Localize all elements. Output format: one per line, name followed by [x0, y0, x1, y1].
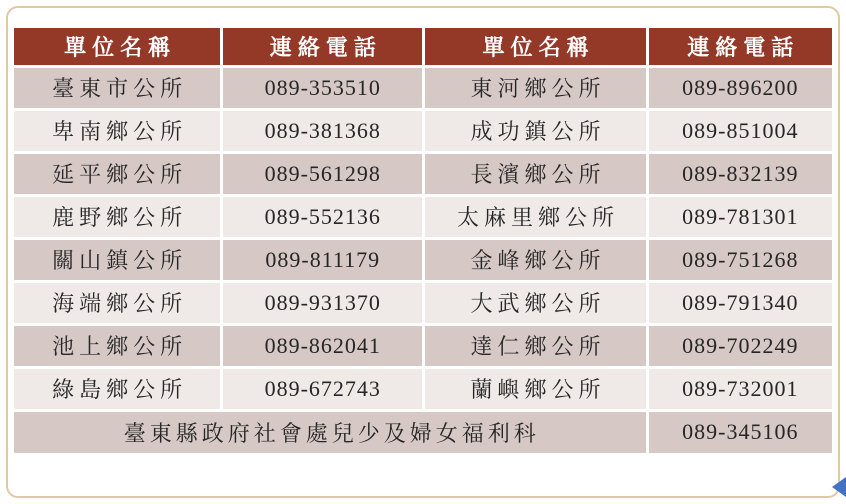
header-unit-name-right: 單位名稱: [424, 28, 647, 66]
contact-table: [14, 28, 832, 453]
table-row: [14, 66, 832, 109]
phone-cell: 089-791340: [647, 281, 832, 324]
office-name-cell: 成功鎮公所: [424, 109, 647, 152]
phone-cell: 089-552136: [222, 195, 424, 238]
header-phone-left: 連絡電話: [222, 28, 424, 66]
office-name-cell: 長濱鄉公所: [424, 152, 647, 195]
footer-office-name-cell: 臺東縣政府社會處兒少及婦女福利科: [14, 410, 647, 453]
table-header-row: [14, 28, 832, 66]
phone-cell: 089-353510: [222, 66, 424, 109]
phone-cell: 089-862041: [222, 324, 424, 367]
office-name-cell: 臺東市公所: [14, 66, 222, 109]
phone-cell: 089-896200: [647, 66, 832, 109]
office-name-cell: 達仁鄉公所: [424, 324, 647, 367]
office-name-cell: 蘭嶼鄉公所: [424, 367, 647, 410]
table-row: [14, 238, 832, 281]
office-name-cell: 海端鄉公所: [14, 281, 222, 324]
office-name-cell: 綠島鄉公所: [14, 367, 222, 410]
phone-cell: 089-672743: [222, 367, 424, 410]
header-unit-name-left: 單位名稱: [14, 28, 222, 66]
phone-cell: 089-811179: [222, 238, 424, 281]
header-phone-right: 連絡電話: [647, 28, 832, 66]
office-name-cell: 關山鎮公所: [14, 238, 222, 281]
office-name-cell: 池上鄉公所: [14, 324, 222, 367]
phone-cell: 089-931370: [222, 281, 424, 324]
phone-cell: 089-381368: [222, 109, 424, 152]
office-name-cell: 東河鄉公所: [424, 66, 647, 109]
table-row: [14, 109, 832, 152]
phone-cell: 089-751268: [647, 238, 832, 281]
office-name-cell: 大武鄉公所: [424, 281, 647, 324]
table-row: [14, 152, 832, 195]
phone-cell: 089-781301: [647, 195, 832, 238]
table-row: [14, 367, 832, 410]
phone-cell: 089-832139: [647, 152, 832, 195]
table-row: [14, 195, 832, 238]
office-name-cell: 太麻里鄉公所: [424, 195, 647, 238]
phone-cell: 089-561298: [222, 152, 424, 195]
footer-phone-cell: 089-345106: [647, 410, 832, 453]
office-name-cell: 金峰鄉公所: [424, 238, 647, 281]
table-footer-row: [14, 410, 832, 453]
contact-table-container: [14, 28, 832, 453]
table-row: [14, 324, 832, 367]
phone-cell: 089-851004: [647, 109, 832, 152]
phone-cell: 089-732001: [647, 367, 832, 410]
office-name-cell: 延平鄉公所: [14, 152, 222, 195]
nav-previous-arrow-icon[interactable]: [832, 477, 846, 497]
phone-cell: 089-702249: [647, 324, 832, 367]
office-name-cell: 卑南鄉公所: [14, 109, 222, 152]
office-name-cell: 鹿野鄉公所: [14, 195, 222, 238]
table-row: [14, 281, 832, 324]
